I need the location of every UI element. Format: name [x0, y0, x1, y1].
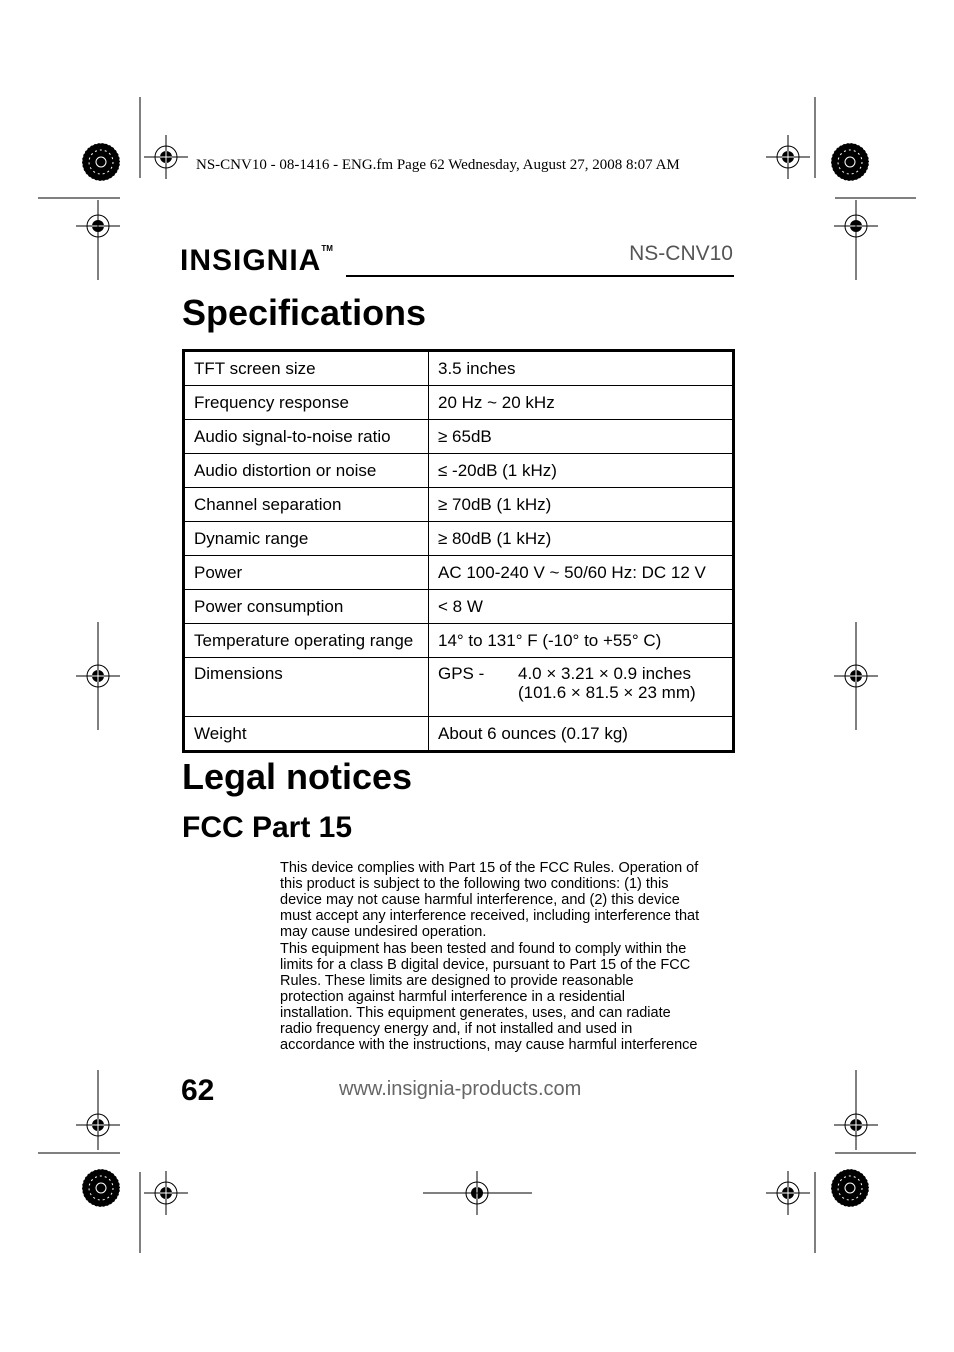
crosshair-icon	[76, 654, 120, 698]
crosshair-icon	[76, 1103, 120, 1147]
registration-star-icon	[831, 143, 869, 181]
spec-value: ≥ 80dB (1 kHz)	[429, 522, 734, 556]
dimensions-prefix: GPS -	[438, 664, 485, 683]
website-url: www.insignia-products.com	[339, 1078, 582, 1100]
table-row	[184, 556, 734, 590]
table-row	[184, 488, 734, 522]
spec-value: 14° to 131° F (-10° to +55° C)	[429, 624, 734, 658]
crosshair-icon	[766, 1171, 810, 1215]
spec-label: Audio distortion or noise	[184, 454, 429, 488]
spec-value	[429, 658, 734, 717]
spec-label: Power	[184, 556, 429, 590]
table-row	[184, 590, 734, 624]
crosshair-icon	[834, 654, 878, 698]
fcc-paragraph-1: This device complies with Part 15 of the FCC Rules. Operation of this product is subject to the following two conditions: (1) this device may not cause harmful interference, and (2) this device must accept any interference received, including interference that may cause undesired operation.	[280, 860, 700, 940]
table-row	[184, 717, 734, 752]
registration-star-icon	[82, 1169, 120, 1207]
table-row	[184, 522, 734, 556]
dimensions-metric: (101.6 × 81.5 × 23 mm)	[518, 683, 696, 702]
spec-label: Dimensions	[184, 658, 429, 717]
fcc-paragraph-2: This equipment has been tested and found to comply within the limits for a class B digital device, pursuant to Part 15 of the FCC Rules. These limits are designed to provide reasonable protection against harmful interference in a residential installation. This equipment generates, uses, and can radiate radio frequency energy and, if not installed and used in accordance with the instructions, may cause harmful interference	[280, 941, 698, 1053]
table-row	[184, 454, 734, 488]
spec-value: ≥ 65dB	[429, 420, 734, 454]
registration-star-icon	[831, 1169, 869, 1207]
crosshair-icon	[834, 1103, 878, 1147]
spec-label: Channel separation	[184, 488, 429, 522]
specifications-heading: Specifications	[182, 292, 427, 333]
registration-star-icon	[82, 143, 120, 181]
spec-label: Audio signal-to-noise ratio	[184, 420, 429, 454]
model-number: NS-CNV10	[629, 242, 733, 265]
spec-label: Frequency response	[184, 386, 429, 420]
crosshair-icon	[144, 135, 188, 179]
crosshair-icon	[144, 1171, 188, 1215]
spec-value: ≤ -20dB (1 kHz)	[429, 454, 734, 488]
print-slug: NS-CNV10 - 08-1416 - ENG.fm Page 62 Wednesday, August 27, 2008 8:07 AM	[196, 157, 680, 173]
spec-label: Temperature operating range	[184, 624, 429, 658]
table-row	[184, 420, 734, 454]
table-row	[184, 624, 734, 658]
spec-value: 20 Hz ~ 20 kHz	[429, 386, 734, 420]
fcc-part-15-heading: FCC Part 15	[182, 811, 353, 844]
page-number: 62	[181, 1074, 215, 1107]
spec-label: Dynamic range	[184, 522, 429, 556]
spec-label: Power consumption	[184, 590, 429, 624]
spec-label: Weight	[184, 717, 429, 752]
table-row	[184, 386, 734, 420]
specifications-table	[182, 349, 735, 753]
spec-value: About 6 ounces (0.17 kg)	[429, 717, 734, 752]
insignia-logo: INSIGNIA™	[180, 244, 333, 277]
legal-notices-heading: Legal notices	[182, 756, 413, 797]
crosshair-icon	[766, 135, 810, 179]
spec-label: TFT screen size	[184, 351, 429, 386]
table-row	[184, 351, 734, 386]
spec-value: 3.5 inches	[429, 351, 734, 386]
spec-value: ≥ 70dB (1 kHz)	[429, 488, 734, 522]
spec-value: < 8 W	[429, 590, 734, 624]
header-rule	[346, 275, 734, 277]
table-row	[184, 658, 734, 717]
spec-value: AC 100-240 V ~ 50/60 Hz: DC 12 V	[429, 556, 734, 590]
dimensions-imperial: 4.0 × 3.21 × 0.9 inches	[518, 664, 691, 683]
